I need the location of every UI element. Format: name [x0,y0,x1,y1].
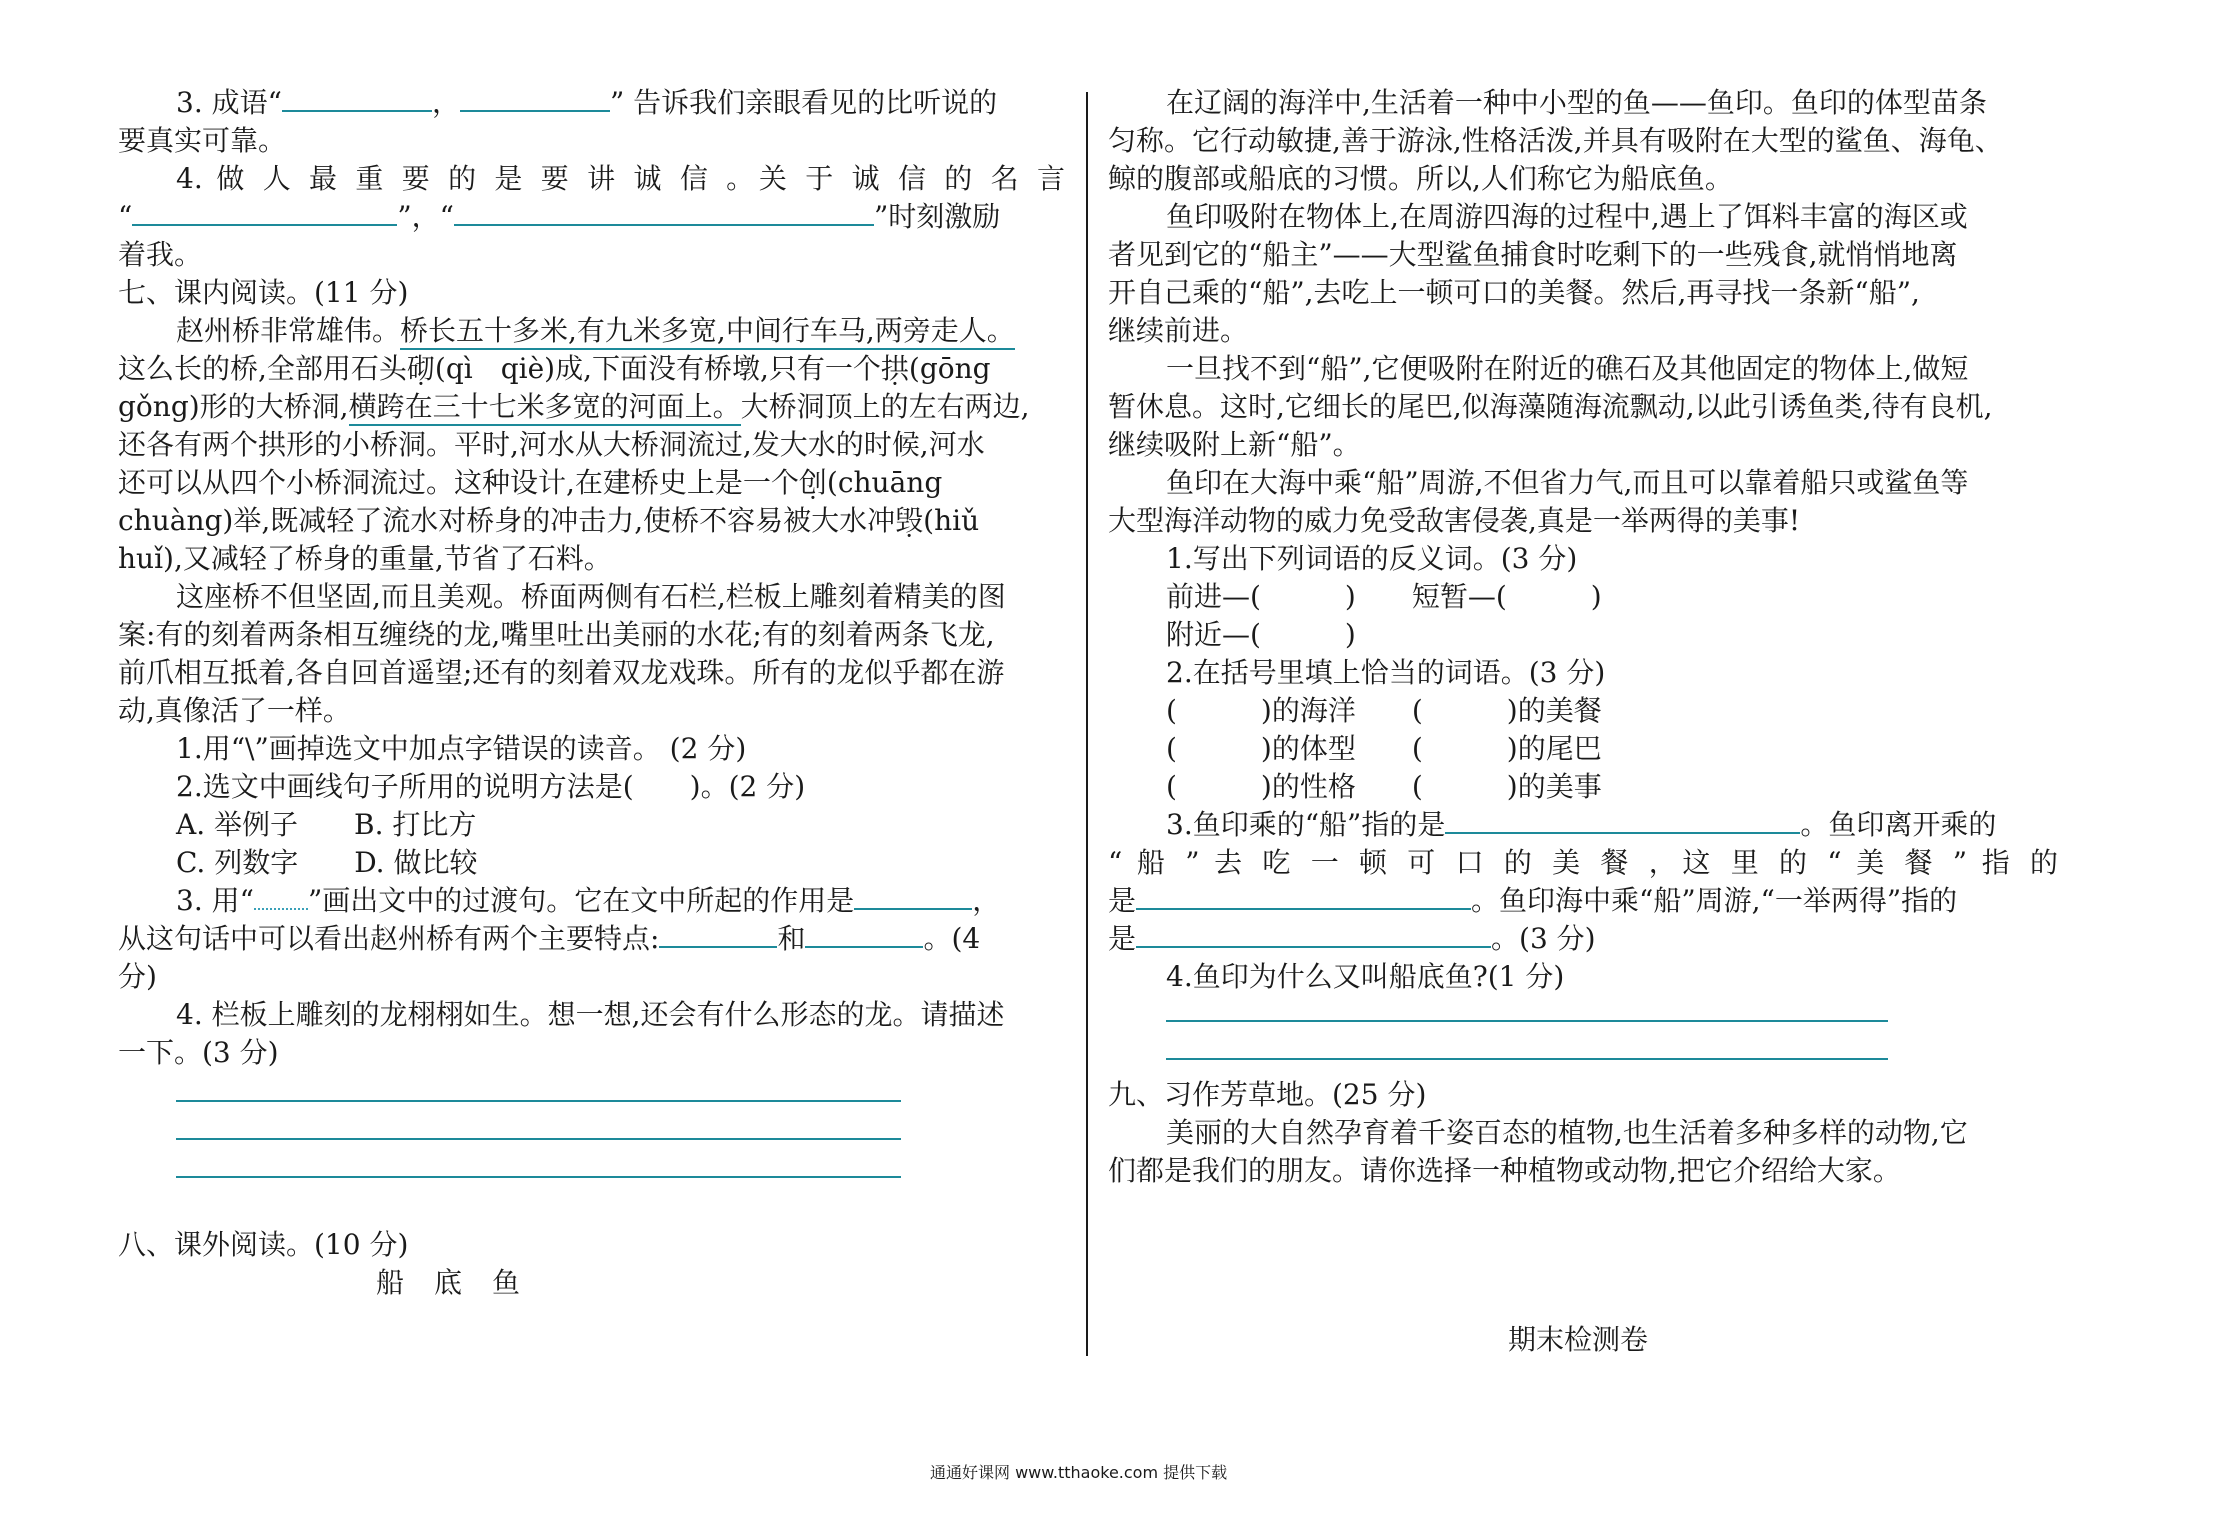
question-k2-options-ab: A. 举例子 B. 打比方 [176,808,477,841]
answer-blank[interactable] [854,882,972,910]
passage-line: 继续前进。 [1108,314,1249,347]
passage-line: 赵州桥非常雄伟。桥长五十多米,有九米多宽,中间行车马,两旁走人。 [118,312,1065,350]
answer-blank[interactable] [659,920,777,948]
answer-blank[interactable] [1445,806,1800,834]
section-7-title: 七、课内阅读。(11 分) [118,276,409,309]
passage-line: huǐ),又减轻了桥身的重量,节省了石料。 [118,542,612,575]
right-column [1108,84,2058,1190]
question-3-line2: 要真实可靠。 [118,124,287,157]
passage-line: 开自己乘的“船”,去吃上一顿可口的美餐。然后,再寻找一条新“船”, [1108,276,1920,309]
question-k2-options-cd: C. 列数字 D. 做比较 [176,846,478,879]
passage-line: 还可以从四个小桥洞流过。这种设计,在建桥史上是一个创(chuāng [118,466,943,499]
left-column [118,84,1065,1302]
question-4-line1: 4. 做 人 最 重 要 的 是 要 讲 诚 信 。关 于 诚 信 的 名 言 [176,162,1065,195]
underlined-sentence: 桥长五十多米,有九米多宽,中间行车马,两旁走人。 [400,314,1015,350]
question-k4-line2: 一下。(3 分) [118,1036,279,1069]
passage-line: 鱼印在大海中乘“船”周游,不但省力气,而且可以靠着船只或鲨鱼等 [1166,466,1969,499]
question-1-items: 前进—( ) 短暂—( ) [1166,580,1602,613]
passage-line: 鱼印吸附在物体上,在周游四海的过程中,遇上了饵料丰富的海区或 [1166,200,1968,233]
writing-prompt-line: 美丽的大自然孕育着千姿百态的植物,也生活着多种多样的动物,它 [1166,1116,1968,1149]
passage-line: 动,真像活了一样。 [118,694,351,727]
passage-line: gǒng)形的大桥洞,横跨在三十七米多宽的河面上。大桥洞顶上的左右两边, [118,388,1065,426]
exam-footer-title: 期末检测卷 [1508,1323,1649,1356]
question-3-idiom: 3. 成语“ ， ” 告诉我们亲眼看见的比听说的 [176,86,998,119]
question-4: 4.鱼印为什么又叫船底鱼?(1 分) [1166,960,1565,993]
question-1-items: 附近—( ) [1166,618,1356,651]
passage-line: 案:有的刻着两条相互缠绕的龙,嘴里吐出美丽的水花;有的刻着两条飞龙, [118,618,995,651]
passage-line: 还各有两个拱形的小桥洞。平时,河水从大桥洞流过,发大水的时候,河水 [118,428,985,461]
answer-blank[interactable] [454,198,874,226]
answer-blank[interactable] [282,84,432,112]
question-3: 3.鱼印乘的“船”指的是 。鱼印离开乘的 [1166,808,1997,841]
dotted-char: 拱 [880,352,909,385]
passage-line: 这座桥不但坚固,而且美观。桥面两侧有石栏,栏板上雕刻着精美的图 [176,580,1006,613]
question-2: 2.在括号里填上恰当的词语。(3 分) [1166,656,1606,689]
question-2-items: ( )的体型 ( )的尾巴 [1166,732,1602,765]
answer-blank[interactable] [1136,920,1491,948]
passage-line: 一旦找不到“船”,它便吸附在附近的礁石及其他固定的物体上,做短 [1166,352,1969,385]
answer-blank[interactable] [460,84,610,112]
question-1: 1.写出下列词语的反义词。(3 分) [1166,542,1578,575]
question-k3: 3. 用“ ”画出文中的过渡句。它在文中所起的作用是 ， [176,884,1001,917]
dotted-char: 毁 [895,504,924,537]
question-k1: 1.用“\”画掉选文中加点字错误的读音。 (2 分) [176,732,747,765]
passage-line: 大型海洋动物的威力免受敌害侵袭,真是一举两得的美事! [1108,504,1801,537]
question-2-items: ( )的性格 ( )的美事 [1166,770,1602,803]
writing-prompt-line: 们都是我们的朋友。请你选择一种植物或动物,把它介绍给大家。 [1108,1154,1901,1187]
passage-line: 继续吸附上新“船”。 [1108,428,1361,461]
wavy-line-sample [254,886,308,910]
column-divider [1086,92,1088,1356]
question-2-items: ( )的海洋 ( )的美餐 [1166,694,1602,727]
answer-blank[interactable] [1136,882,1471,910]
story-title: 船底鱼 [375,1266,550,1299]
dotted-char: 砌 [406,352,435,385]
download-note: 通通好课网 www.tthaoke.com 提供下载 [930,1463,1228,1482]
question-k4: 4. 栏板上雕刻的龙栩栩如生。想一想,还会有什么形态的龙。请描述 [176,998,1005,1031]
passage-line: 匀称。它行动敏捷,善于游泳,性格活泼,并具有吸附在大型的鲨鱼、海龟、 [1108,124,2003,157]
underlined-sentence: 横跨在三十七米多宽的河面上。 [349,390,741,426]
passage-line: 在辽阔的海洋中,生活着一种中小型的鱼——鱼印。鱼印的体型苗条 [1166,86,1987,119]
passage-line: 者见到它的“船主”——大型鲨鱼捕食时吃剩下的一些残食,就悄悄地离 [1108,238,1958,271]
question-k3-line2: 从这句话中可以看出赵州桥有两个主要特点: 和 。(4 [118,922,981,955]
passage-line: chuàng)举,既减轻了流水对桥身的冲击力,使桥不容易被大水冲毁(hiǔ [118,504,980,537]
question-3-line4: 是 。(3 分) [1108,922,1596,955]
section-8-title: 八、课外阅读。(10 分) [118,1228,409,1261]
section-9-title: 九、习作芳草地。(25 分) [1108,1078,1427,1111]
answer-blank[interactable] [132,198,397,226]
passage-line: 暂休息。这时,它细长的尾巴,似海藻随海流飘动,以此引诱鱼类,待有良机, [1108,390,1993,423]
answer-blank[interactable] [805,920,923,948]
question-3-line2: “ 船 ” 去 吃 一 顿 可 口 的 美 餐 ，这 里 的 “ 美 餐 ” 指 的 [1108,846,2058,879]
question-k3-line3: 分) [118,960,157,993]
question-3-line3: 是 。鱼印海中乘“船”周游,“一举两得”指的 [1108,884,1958,917]
passage-line: 鲸的腹部或船底的习惯。所以,人们称它为船底鱼。 [1108,162,1733,195]
question-4-line2: “ ”，“ ”时刻激励 [118,200,1001,233]
passage-line: 这么长的桥,全部用石头砌(qì qiè)成,下面没有桥墩,只有一个拱(gōng [118,352,991,385]
question-4-line3: 着我。 [118,238,203,271]
passage-line: 前爪相互抵着,各自回首遥望;还有的刻着双龙戏珠。所有的龙似乎都在游 [118,656,1005,689]
question-k2: 2.选文中画线句子所用的说明方法是( )。(2 分) [176,770,806,803]
dotted-char: 创 [798,466,827,499]
